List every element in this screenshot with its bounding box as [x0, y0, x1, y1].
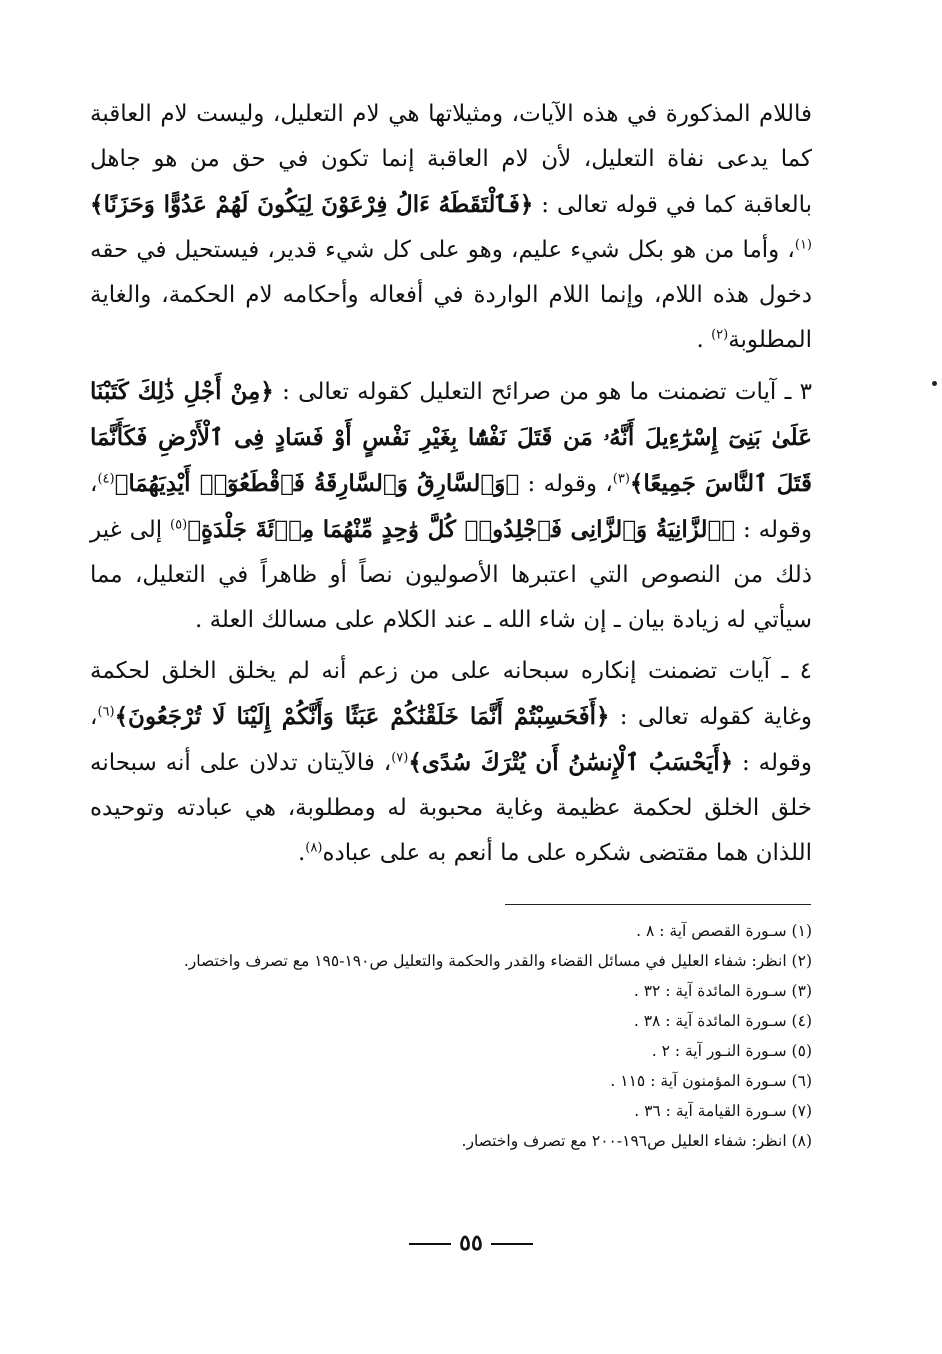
footnote-ref: (٣) — [612, 471, 630, 487]
text-segment: . — [297, 840, 306, 866]
page-number-dash-right — [409, 1243, 451, 1245]
text-segment: ، وقوله : — [519, 471, 613, 497]
quran-verse: ﴿أَفَحَسِبْتُمْ أَنَّمَا خَلَقْنَٰكُمْ عَبَثًا وَأَنَّكُمْ إِلَيْنَا لَا تُرْجَعُونَ﴾ — [114, 703, 610, 730]
text-segment: ٣ ـ آيات تضمنت ما هو من صرائح التعليل كقوله تعالى : — [273, 379, 813, 405]
footnotes — [80, 916, 812, 1156]
footnote-3: (٣) سـورة المائدة آية : ٣٢ . — [633, 982, 812, 1000]
footnote-1: (١) سـورة القصص آية : ٨ . — [636, 922, 812, 940]
text-segment: ، فالآيتان تدلان على أنه سبحانه خلق الخلق لحكمة عظيمة وغاية محبوبة له ومطلوبة، هي عبادته وتوحيده اللذان هما مقتضى شكره على ما أنعم به على عباده — [90, 750, 812, 866]
page-number — [0, 1230, 942, 1256]
footnote-ref: (٤) — [97, 471, 115, 487]
page-number-value: ٥٥ — [459, 1230, 483, 1256]
footnote-6: (٦) سـورة المؤمنون آية : ١١٥ . — [610, 1072, 812, 1090]
paragraph-3 — [90, 649, 812, 876]
footnote-ref: (٧) — [391, 750, 409, 766]
footnote-ref: (٨) — [305, 840, 323, 856]
quran-verse: ﴿فَٱلْتَقَطَهُ ءَالُ فِرْعَوْنَ لِيَكُونَ لَهُمْ عَدُوًّا وَحَزَنًا﴾ — [90, 191, 534, 218]
text-segment: إلى غير ذلك من النصوص التي اعتبرها الأصوليون نصاً أو ظاهراً في التعليل، مما سيأتي له زيادة بيان ـ إن شاء الله ـ عند الكلام على مسالك العلة . — [90, 517, 812, 633]
text-segment: . — [696, 327, 712, 353]
footnote-8: (٨) انظر: شفاء العليل ص١٩٦-٢٠٠ مع تصرف واختصار. — [461, 1132, 812, 1150]
footnote-separator — [505, 904, 811, 905]
footnote-ref: (٢) — [711, 327, 729, 343]
margin-dot — [932, 381, 937, 386]
text-segment: ، وأما من هو بكل شيء عليم، وهو على كل شيء قدير، فيستحيل في حقه دخول هذه اللام، وإنما اللام الواردة في أفعاله وأحكامه لام الحكمة، والغاية المطلوبة — [90, 237, 812, 353]
footnote-4: (٤) سـورة المائدة آية : ٣٨ . — [633, 1012, 812, 1030]
paragraph-1 — [90, 92, 812, 363]
footnote-ref: (٥) — [170, 517, 188, 533]
footnote-5: (٥) سـورة النـور آية : ٢ . — [651, 1042, 812, 1060]
footnote-2: (٢) انظر: شفاء العليل في مسائل القضاء والقدر والحكمة والتعليل ص١٩٠-١٩٥ مع تصرف واختصار. — [183, 952, 812, 970]
text-segment: ، وقوله : — [90, 471, 812, 543]
text-segment: ٤ ـ آيات تضمنت إنكاره سبحانه على من زعم أنه لم يخلق الخلق لحكمة وغاية كقوله تعالى : — [90, 658, 812, 730]
main-text — [90, 92, 812, 876]
quran-verse: ﴿مِنْ أَجْلِ ذَٰلِكَ كَتَبْنَا عَلَىٰ بَنِىٓ إِسْرَٰٓءِيلَ أَنَّهُۥ مَن قَتَلَ نَفْسًۢا بِغَيْرِ نَفْسٍ أَوْ فَسَادٍ فِى ٱلْأَرْضِ فَكَأَنَّمَا قَتَلَ ٱلنَّاسَ جَمِيعًا﴾ — [90, 378, 812, 497]
paragraph-2 — [90, 369, 812, 643]
footnote-ref: (١) — [794, 237, 812, 253]
footnote-ref: (٦) — [97, 704, 115, 720]
page-number-dash-left — [491, 1243, 533, 1245]
quran-verse: ﴿وَٱلسَّارِقُ وَٱلسَّارِقَةُ فَٱقْطَعُوٓا۟ أَيْدِيَهُمَا﴾ — [114, 470, 520, 497]
footnote-7: (٧) سـورة القيامة آية : ٣٦ . — [634, 1102, 812, 1120]
quran-verse: ﴿أَيَحْسَبُ ٱلْإِنسَٰنُ أَن يُتْرَكَ سُدًى﴾ — [408, 749, 734, 776]
quran-verse: ﴿ٱلزَّانِيَةُ وَٱلزَّانِى فَٱجْلِدُوا۟ كُلَّ وَٰحِدٍ مِّنْهُمَا مِا۟ئَةَ جَلْدَةٍ﴾ — [187, 516, 736, 543]
text-segment: فاللام المذكورة في هذه الآيات، ومثيلاتها هي لام التعليل، وليست لام العاقبة كما يدعى نفاة التعليل، لأن لام العاقبة إنما تكون في حق من هو جاهل بالعاقبة كما في قوله تعالى : — [90, 101, 812, 218]
text-segment: ، وقوله : — [90, 704, 812, 776]
